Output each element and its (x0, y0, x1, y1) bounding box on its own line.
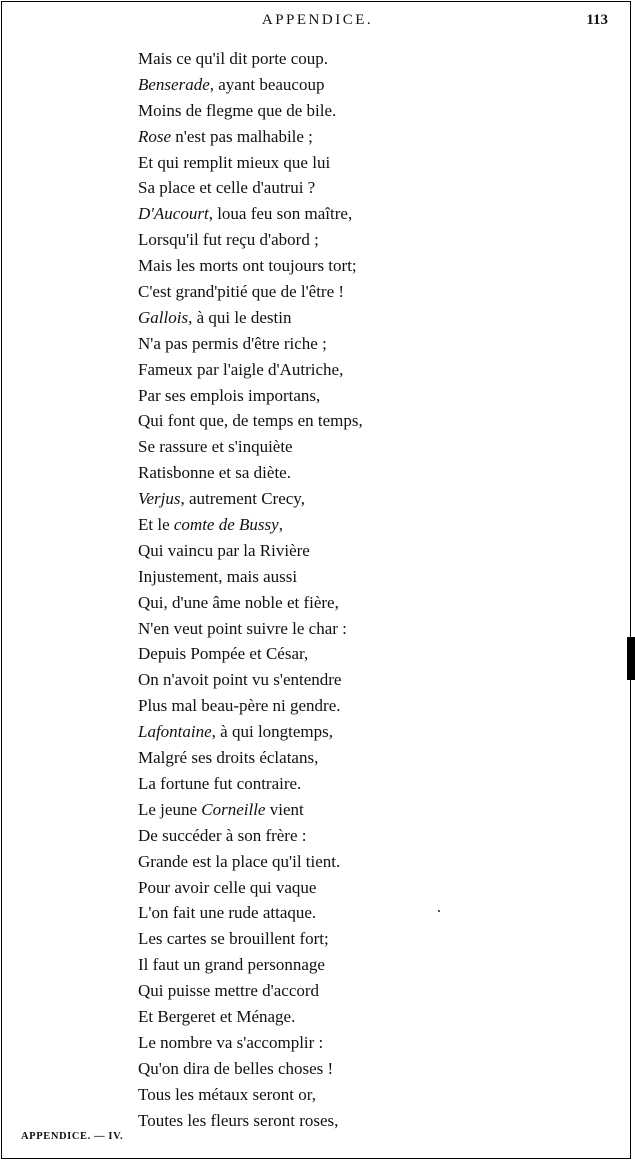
verse-line (138, 72, 608, 98)
verse-text: C'est grand'pitié que de l'être ! (138, 282, 345, 302)
verse-line (138, 1056, 608, 1082)
verse-text: Grande est la place qu'il tient. (138, 851, 341, 871)
verse-line (138, 486, 608, 512)
verse-text: Ratisbonne et sa diète. (138, 463, 291, 483)
verse-text: Pour avoir celle qui vaque (138, 877, 317, 897)
verse-line (138, 564, 608, 590)
verse-text: Malgré ses droits éclatans, (138, 748, 319, 768)
verse-italic-name: Verjus (138, 489, 181, 509)
verse-line (138, 46, 608, 72)
verse-text: , (278, 515, 283, 535)
verse-text: Injustement, mais aussi (138, 566, 298, 586)
verse-italic-name: Corneille (201, 799, 266, 819)
verse-line (138, 279, 608, 305)
verse-line (138, 1082, 608, 1108)
verse-italic-name: Lafontaine (138, 722, 212, 742)
verse-line (138, 305, 608, 331)
verse-text: , ayant beaucoup (209, 74, 325, 94)
verse-line (138, 952, 608, 978)
verse-line (138, 771, 608, 797)
verse-text: , loua feu son maître, (208, 204, 353, 224)
verse-line (138, 616, 608, 642)
verse-line (138, 253, 608, 279)
verse-line (138, 978, 608, 1004)
verse-text: Fameux par l'aigle d'Autriche, (138, 359, 344, 379)
verse-line (138, 331, 608, 357)
verse-text: Plus mal beau-père ni gendre. (138, 696, 341, 716)
verse-line (138, 1004, 608, 1030)
verse-line (138, 175, 608, 201)
verse-text: Par ses emplois importans, (138, 385, 321, 405)
verse-italic-name: Rose (138, 126, 172, 146)
verse-text: Qui vaincu par la Rivière (138, 540, 310, 560)
verse-text: Tous les métaux seront or, (138, 1084, 317, 1104)
verse-italic-name: comte de Bussy (173, 515, 279, 535)
verse-text: Moins de flegme que de bile. (138, 100, 337, 120)
verse-line (138, 667, 608, 693)
verse-text: Se rassure et s'inquiète (138, 437, 293, 457)
verse-line (138, 693, 608, 719)
verse-line (138, 823, 608, 849)
verse-text: Il faut un grand personnage (138, 955, 325, 975)
verse-text: Sa place et celle d'autrui ? (138, 178, 316, 198)
verse-text: Qui, d'une âme noble et fière, (138, 592, 339, 612)
verse-italic-name: Gallois (138, 307, 189, 327)
verse-line (138, 150, 608, 176)
verse-line (138, 357, 608, 383)
verse-line (138, 1108, 608, 1134)
verse-text: Et Bergeret et Ménage. (138, 1006, 296, 1026)
verse-text: Et qui remplit mieux que lui (138, 152, 331, 172)
verse-line (138, 1030, 608, 1056)
printer-signature: APPENDICE. — IV. (21, 1131, 124, 1142)
verse-line (138, 434, 608, 460)
verse-line (138, 383, 608, 409)
verse-text: , à qui le destin (188, 307, 292, 327)
verse-line (138, 538, 608, 564)
verse-text: , à qui longtemps, (211, 722, 334, 742)
verse-text: Le jeune (138, 799, 202, 819)
verse-text: n'est pas malhabile ; (171, 126, 313, 146)
verse-text: Lorsqu'il fut reçu d'abord ; (138, 230, 319, 250)
verse-line (138, 719, 608, 745)
verse-line (138, 745, 608, 771)
verse-text: De succéder à son frère : (138, 825, 307, 845)
verse-line (138, 900, 608, 926)
ink-speck (438, 910, 440, 912)
scan-edge-mark (627, 637, 635, 680)
verse-line (138, 849, 608, 875)
verse-text: Le nombre va s'accomplir : (138, 1032, 324, 1052)
verse-text: Qui font que, de temps en temps, (138, 411, 363, 431)
verse-text: Depuis Pompée et César, (138, 644, 309, 664)
verse-text: Mais les morts ont toujours tort; (138, 256, 357, 276)
verse-line (138, 875, 608, 901)
verse-text: vient (265, 799, 304, 819)
verse-line (138, 512, 608, 538)
verse-line (138, 124, 608, 150)
verse-line (138, 227, 608, 253)
verse-text: Et le (138, 515, 174, 535)
verse-line (138, 590, 608, 616)
verse-text: Qu'on dira de belles choses ! (138, 1058, 334, 1078)
verse-line (138, 408, 608, 434)
verse-text: L'on fait une rude attaque. (138, 903, 317, 923)
verse-text: On n'avoit point vu s'entendre (138, 670, 342, 690)
poem-verse (138, 46, 608, 1133)
verse-text: Mais ce qu'il dit porte coup. (138, 49, 329, 68)
verse-text: N'a pas permis d'être riche ; (138, 333, 327, 353)
verse-line (138, 926, 608, 952)
verse-text: N'en veut point suivre le char : (138, 618, 347, 638)
page-number: 113 (586, 12, 608, 28)
running-head: APPENDICE. (261, 12, 374, 28)
verse-text: La fortune fut contraire. (138, 773, 302, 793)
verse-line (138, 201, 608, 227)
verse-italic-name: D'Aucourt (138, 204, 209, 224)
verse-line (138, 460, 608, 486)
verse-line (138, 641, 608, 667)
verse-line (138, 797, 608, 823)
verse-text: Qui puisse mettre d'accord (138, 981, 320, 1001)
verse-line (138, 98, 608, 124)
verse-text: Les cartes se brouillent fort; (138, 929, 329, 949)
verse-text: , autrement Crecy, (180, 489, 305, 509)
verse-text: Toutes les fleurs seront roses, (138, 1110, 339, 1130)
verse-italic-name: Benserade (138, 74, 210, 94)
